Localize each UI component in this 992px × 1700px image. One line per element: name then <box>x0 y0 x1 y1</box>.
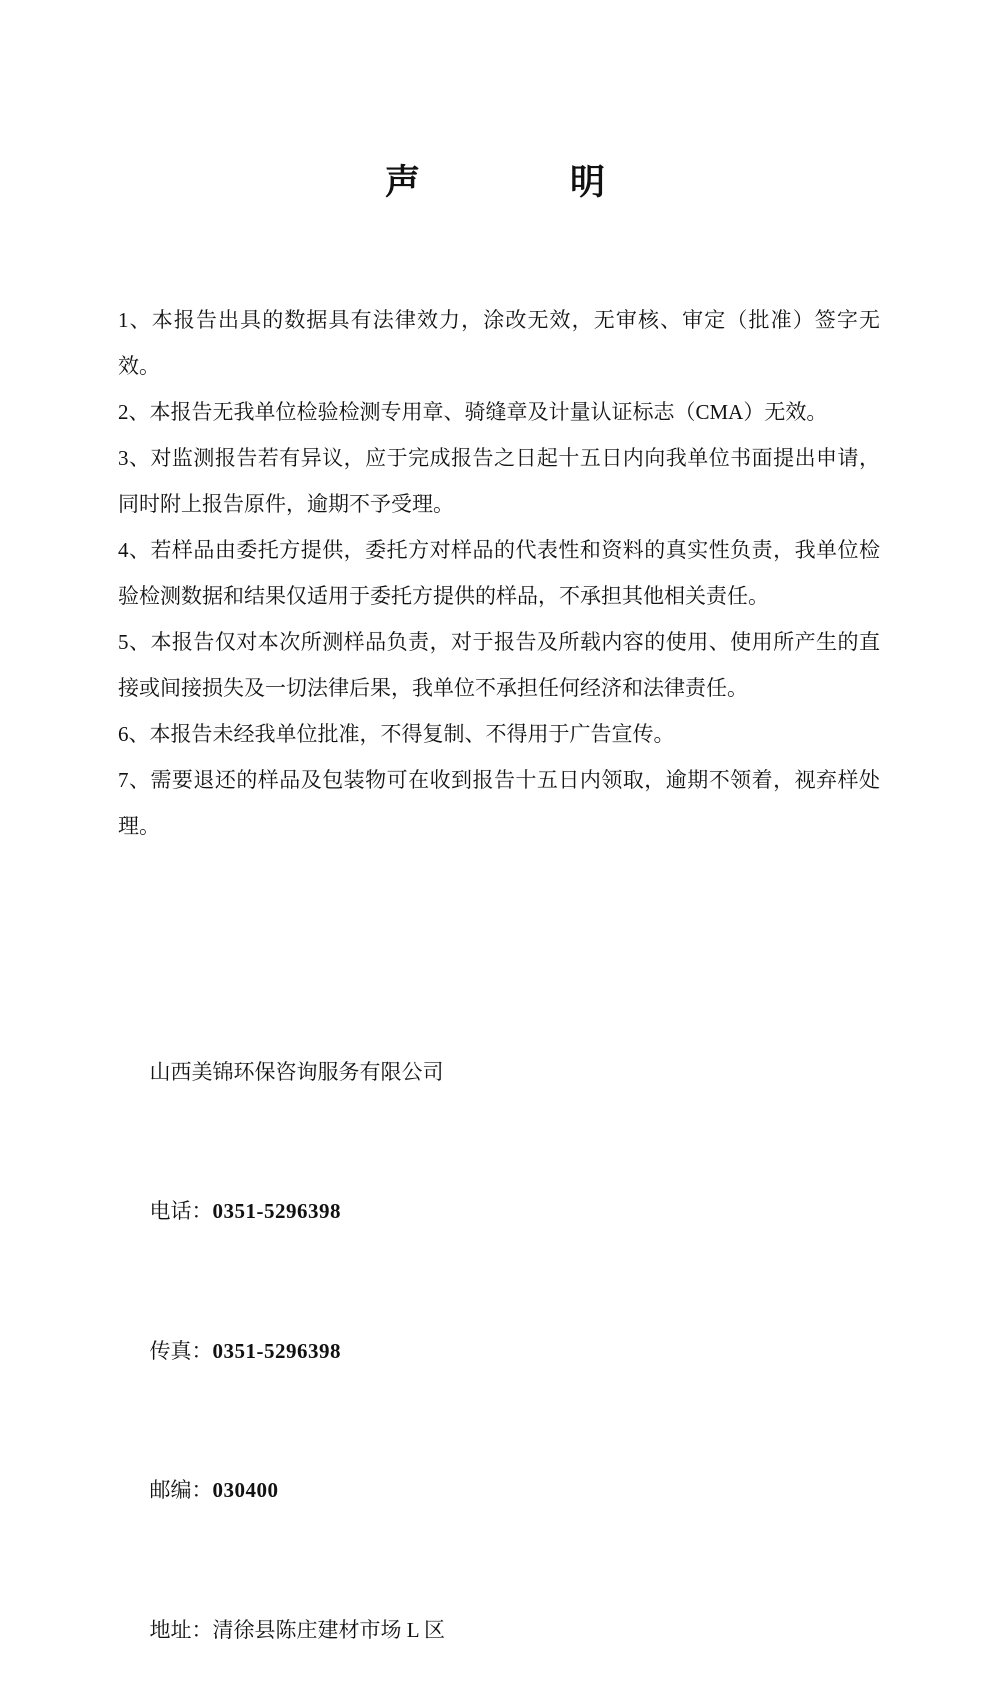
fax-line <box>118 1281 880 1421</box>
statements-block <box>118 297 880 849</box>
postcode-value: 030400 <box>212 1478 279 1502</box>
address-line <box>118 1560 880 1700</box>
statement-item-2: 2、本报告无我单位检验检测专用章、骑缝章及计量认证标志（CMA）无效。 <box>118 400 828 424</box>
fax-label: 传真： <box>149 1338 213 1363</box>
page-title: 声 明 <box>384 163 607 202</box>
statement-item-5: 5、本报告仅对本次所测样品负责，对于报告及所载内容的使用、使用所产生的直接或间接损失及一切法律后果，我单位不承担任何经济和法律责任。 <box>118 630 880 700</box>
statement-item-6: 6、本报告未经我单位批准，不得复制、不得用于广告宣传。 <box>118 722 675 746</box>
phone-line <box>118 1142 880 1282</box>
statement-item-3: 3、对监测报告若有异议，应于完成报告之日起十五日内向我单位书面提出申请，同时附上报告原件，逾期不予受理。 <box>118 446 880 516</box>
contact-block <box>118 1002 880 1700</box>
postcode-label: 邮编： <box>149 1478 213 1502</box>
fax-value: 0351-5296398 <box>212 1338 341 1363</box>
statement-item-7: 7、需要退还的样品及包装物可在收到报告十五日内领取，逾期不领着，视弃样处理。 <box>118 768 880 838</box>
statement-item-4: 4、若样品由委托方提供，委托方对样品的代表性和资料的真实性负责，我单位检验检测数据和结果仅适用于委托方提供的样品，不承担其他相关责任。 <box>118 538 880 608</box>
phone-label: 电话： <box>149 1199 213 1223</box>
statement-item-1: 1、本报告出具的数据具有法律效力，涂改无效，无审核、审定（批准）签字无效。 <box>118 308 880 378</box>
postcode-line <box>118 1421 880 1561</box>
address-label: 地址： <box>149 1617 213 1642</box>
company-name: 山西美锦环保咨询服务有限公司 <box>149 1059 444 1084</box>
address-value: 清徐县陈庄建材市场 L 区 <box>212 1617 446 1642</box>
phone-value: 0351-5296398 <box>212 1199 341 1223</box>
